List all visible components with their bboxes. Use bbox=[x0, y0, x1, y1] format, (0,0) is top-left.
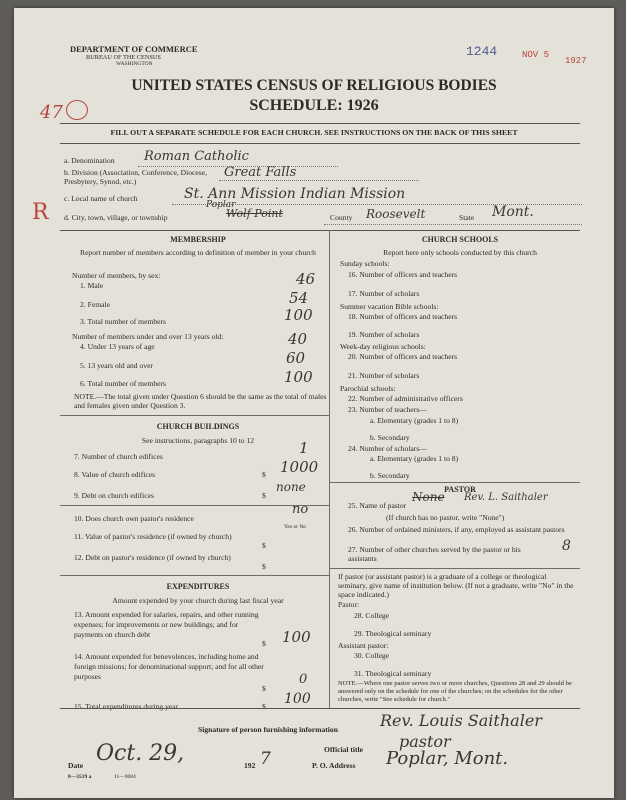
scholars-elementary-label: a. Elementary (grades 1 to 8) bbox=[370, 454, 459, 463]
stamp-year: 1927 bbox=[565, 56, 587, 66]
college-intro: If pastor (or assistant pastor) is a graduate of a college or theological seminary, give name of institution below. (If not a graduate, write "No" in the space indicated.) bbox=[338, 572, 574, 599]
edifices-count-value: 1 bbox=[299, 439, 309, 457]
running-expenses-label: 13. Amount expended for salaries, repairs, and other running expenses; for improvements or new buildings; and for payments on church debt bbox=[74, 610, 259, 639]
sunday-scholars-label: 17. Number of scholars bbox=[348, 289, 420, 298]
total-members-age-label: 6. Total number of members bbox=[80, 379, 167, 388]
signature-value: Rev. Louis Saithaler bbox=[380, 711, 542, 730]
pastor-seminary-label: 29. Theological seminary bbox=[354, 629, 432, 638]
sunday-officers-label: 16. Number of officers and teachers bbox=[348, 270, 458, 279]
teachers-label: 23. Number of teachers— bbox=[348, 405, 427, 414]
total-members-value: 100 bbox=[284, 306, 313, 324]
buildings-intro: See instructions, paragraphs 10 to 12 bbox=[141, 436, 255, 445]
teachers-secondary-label: b. Secondary bbox=[370, 433, 410, 442]
instruction-line: FILL OUT A SEPARATE SCHEDULE FOR EACH CHURCH. SEE INSTRUCTIONS ON THE BACK OF THIS SHEET bbox=[110, 128, 518, 137]
total-expenditures-label: 15. Total expenditures during year bbox=[74, 702, 179, 711]
document-title: UNITED STATES CENSUS OF RELIGIOUS BODIES bbox=[131, 77, 497, 94]
owns-residence-value: no bbox=[292, 502, 309, 517]
expenditures-title: EXPENDITURES bbox=[166, 582, 230, 591]
margin-mark: 47 bbox=[40, 102, 63, 123]
pastor-note: NOTE.—Where one pastor serves two or more churches, Questions 28 and 29 should be answered only on the schedule for one of the churches; on the schedules for the other churches, write "See schedule for church." bbox=[338, 680, 572, 703]
local-name-label: c. Local name of church bbox=[64, 194, 138, 203]
assistant-college-label: 30. College bbox=[354, 651, 390, 660]
total-members-label: 3. Total number of members bbox=[80, 317, 167, 326]
over-13-label: 5. 13 years old and over bbox=[80, 361, 153, 370]
stamp-date: NOV 5 bbox=[522, 50, 550, 60]
form-number: 8—3519 a bbox=[68, 774, 92, 780]
weekday-schools-label: Week-day religious schools: bbox=[340, 342, 426, 351]
print-number: 11—9084 bbox=[114, 774, 136, 780]
membership-intro: Report number of members according to definition of member in your church bbox=[80, 248, 316, 257]
scholars-secondary-label: b. Secondary bbox=[370, 471, 410, 480]
summer-officers-label: 18. Number of officers and teachers bbox=[348, 312, 458, 321]
benevolences-value: 0 bbox=[299, 672, 308, 687]
total-members-age-value: 100 bbox=[284, 368, 313, 386]
male-label: 1. Male bbox=[80, 281, 104, 290]
schedule-title: SCHEDULE: 1926 bbox=[249, 97, 379, 114]
pastor-name-label: 25. Name of pastor bbox=[348, 501, 407, 510]
over-13-value: 60 bbox=[286, 349, 306, 367]
edifices-value-value: 1000 bbox=[280, 458, 319, 476]
edifices-value-label: 8. Value of church edifices bbox=[74, 470, 156, 479]
denomination-value: Roman Catholic bbox=[144, 149, 249, 164]
denomination-label: a. Denomination bbox=[64, 156, 115, 165]
schools-title: CHURCH SCHOOLS bbox=[421, 235, 499, 244]
residence-debt-label: 12. Debt on pastor's residence (if owned by church) bbox=[74, 553, 231, 562]
parochial-schools-label: Parochial schools: bbox=[340, 384, 396, 393]
department-name: DEPARTMENT OF COMMERCE bbox=[70, 44, 198, 54]
summer-schools-label: Summer vacation Bible schools: bbox=[340, 302, 439, 311]
male-value: 46 bbox=[296, 270, 316, 288]
city-struck-value: Wolf Point bbox=[226, 207, 283, 220]
division-label: b. Division (Association, Conference, Diocese, Presbytery, Synod, etc.) bbox=[64, 168, 207, 186]
schools-intro: Report here only schools conducted by this church bbox=[383, 248, 537, 257]
pastor-name-value: Rev. L. Saithaler bbox=[464, 492, 548, 503]
owns-residence-label: 10. Does church own pastor's residence bbox=[74, 514, 194, 523]
pastor-college-label: 28. College bbox=[354, 611, 390, 620]
census-schedule-document: DEPARTMENT OF COMMERCE BUREAU OF THE CENSUS WASHINGTON 1244 NOV 5 1927 UNITED STATES CENSUS OF RELIGIOUS BODIES SCHEDULE: 1926 47 FILL OUT A SEPARATE SCHEDULE FOR EACH CHURCH. SEE INSTRUCTIONS ON THE BACK OF THIS SHEET a. Denomination Roman Catholic b. Division (Association, Conference, Diocese, Presbytery, Synod, etc.) Great Falls c. Local name of church St. Ann Mission Indian Mission R d. City, town, village, or township Poplar Wolf Point County Roosevelt State Mont. MEMBERSHIP Report number of members according to definition of member in your church Number of members, by sex: 1. Male 46 2. Female 54 3. Total number of members 100 Number of members under and over 13 years old: 4. Under 13 years of age 40 5. 13 years old and over 60 6. Total number of members 100 NOTE.—The total given under Question 6 should be the same as the total of males and females given under Question 3. CHURCH BUILDINGS See instructions, paragraphs 10 to 12 7. Number of church edifices 1 8. Value of church edifices $ 1000 9. Debt on church edifices $ none 10. Does church own pastor's residence no Yes or No 11. Value of pastor's residence (if owned by church) $ 12. Debt on pastor's residence (if owned by church) $ EXPENDITURES Amount expended by your church during last fiscal year 13. Amount expended for salaries, repairs, and other running expenses; for improvements or new buildings; and for payments on church debt $ 100 14. Amount expended for benevolences, including home and foreign missions; for denominational support; and for all other purposes $ 0 15. Total expenditures during year $ 100 CHURCH SCHOOLS Report here only schools conducted by this church Sunday schools: 16. Number of officers and teachers 17. Number of scholars Summer vacation Bible schools: 18. Number of officers and teachers 19. Number of scholars Week-day religious schools: 20. Number of officers and teachers 21. Number of scholars Parochial schools: 22. Number of administrative officers 23. Number of teachers— a. Elementary (grades 1 to 8) b. Secondary 24. Number of scholars— a. Elementary (grades 1 to 8) b. Secondary PASTOR 25. Name of pastor None Rev. L. Saithaler (If church has no pastor, write "None") 26. Number of ordained ministers, if any, employed as assistant pastors 27. Number of other churches served by the pastor or his assistants 8 If pastor (or assistant pastor) is a graduate of a college or theological seminary, give name of institution below. (If not a graduate, write "No" in the space indicated.) Pastor: 28. College 29. Theological seminary Assistant pastor: 30. College 31. Theological seminary NOTE.—Where one pastor serves two or more churches, Questions 28 and 29 should be answered only on the schedule for one of the churches; on the schedules for the other churches, write "See schedule for church." Signature of person furnishing information Rev. Louis Saithaler Official title pastor Date Oct. 29, 192 7 P. O. Address Poplar, Mont. 8—3519 a 11—9084 bbox=[14, 8, 614, 798]
total-expenditures-value: 100 bbox=[284, 691, 311, 707]
membership-note: NOTE.—The total given under Question 6 should be the same as the total of males and females given under Question 3. bbox=[74, 392, 327, 410]
stamp-number: 1244 bbox=[466, 44, 498, 59]
bureau-name: BUREAU OF THE CENSUS bbox=[86, 54, 161, 61]
assistant-pastor-label: Assistant pastor: bbox=[338, 641, 389, 650]
female-value: 54 bbox=[289, 289, 309, 307]
pastor-name-note: (If church has no pastor, write "None") bbox=[386, 513, 505, 522]
female-label: 2. Female bbox=[80, 300, 110, 309]
running-expenses-value: 100 bbox=[282, 628, 311, 646]
residence-value-label: 11. Value of pastor's residence (if owned by church) bbox=[74, 532, 232, 541]
pastor-label: Pastor: bbox=[338, 600, 360, 609]
official-title-label: Official title bbox=[324, 745, 364, 754]
benevolences-label: 14. Amount expended for benevolences, including home and foreign missions; for denominational support; and for all other purposes bbox=[74, 652, 264, 681]
year-suffix: 7 bbox=[260, 749, 271, 769]
county-value: Roosevelt bbox=[366, 207, 426, 221]
pastor-name-struck: None bbox=[412, 490, 445, 504]
members-by-sex-label: Number of members, by sex: bbox=[72, 271, 161, 280]
date-value: Oct. 29, bbox=[96, 741, 185, 766]
local-name-value: St. Ann Mission Indian Mission bbox=[184, 186, 406, 202]
edifices-debt-label: 9. Debt on church edifices bbox=[74, 491, 154, 500]
weekday-officers-label: 20. Number of officers and teachers bbox=[348, 352, 458, 361]
edifices-debt-value: none bbox=[276, 480, 306, 494]
assistant-ministers-label: 26. Number of ordained ministers, if any, employed as assistant pastors bbox=[348, 525, 565, 534]
under-13-label: 4. Under 13 years of age bbox=[80, 342, 155, 351]
year-prefix: 192 bbox=[244, 761, 256, 770]
state-label: State bbox=[459, 213, 475, 222]
other-churches-label: 27. Number of other churches served by the pastor or his assistants bbox=[348, 545, 521, 563]
city-label: d. City, town, village, or township bbox=[64, 213, 168, 222]
division-value: Great Falls bbox=[224, 165, 297, 180]
city-name: WASHINGTON bbox=[116, 61, 153, 67]
pastor-title: PASTOR bbox=[444, 485, 476, 494]
county-label: County bbox=[330, 213, 353, 222]
expenditures-intro: Amount expended by your church during last fiscal year bbox=[112, 596, 284, 605]
members-by-age-label: Number of members under and over 13 years old: bbox=[72, 332, 224, 341]
margin-circle-icon bbox=[66, 100, 88, 120]
margin-r-mark: R bbox=[32, 200, 49, 225]
membership-title: MEMBERSHIP bbox=[170, 235, 226, 244]
under-13-value: 40 bbox=[288, 330, 308, 348]
signature-label: Signature of person furnishing information bbox=[198, 725, 338, 734]
buildings-title: CHURCH BUILDINGS bbox=[156, 422, 240, 431]
date-label: Date bbox=[68, 761, 84, 770]
state-value: Mont. bbox=[492, 204, 534, 220]
po-address-label: P. O. Address bbox=[312, 761, 356, 770]
weekday-scholars-label: 21. Number of scholars bbox=[348, 371, 420, 380]
admin-officers-label: 22. Number of administrative officers bbox=[348, 394, 463, 403]
edifices-count-label: 7. Number of church edifices bbox=[74, 452, 163, 461]
assistant-seminary-label: 31. Theological seminary bbox=[354, 669, 432, 678]
scholars-label: 24. Number of scholars— bbox=[348, 444, 427, 453]
yes-no-hint: Yes or No bbox=[284, 524, 307, 530]
po-address-value: Poplar, Mont. bbox=[386, 748, 509, 769]
teachers-elementary-label: a. Elementary (grades 1 to 8) bbox=[370, 416, 459, 425]
official-title-value: pastor bbox=[399, 732, 451, 751]
summer-scholars-label: 19. Number of scholars bbox=[348, 330, 420, 339]
sunday-schools-label: Sunday schools: bbox=[340, 259, 390, 268]
city-value: Poplar bbox=[206, 200, 236, 210]
other-churches-value: 8 bbox=[562, 538, 571, 554]
